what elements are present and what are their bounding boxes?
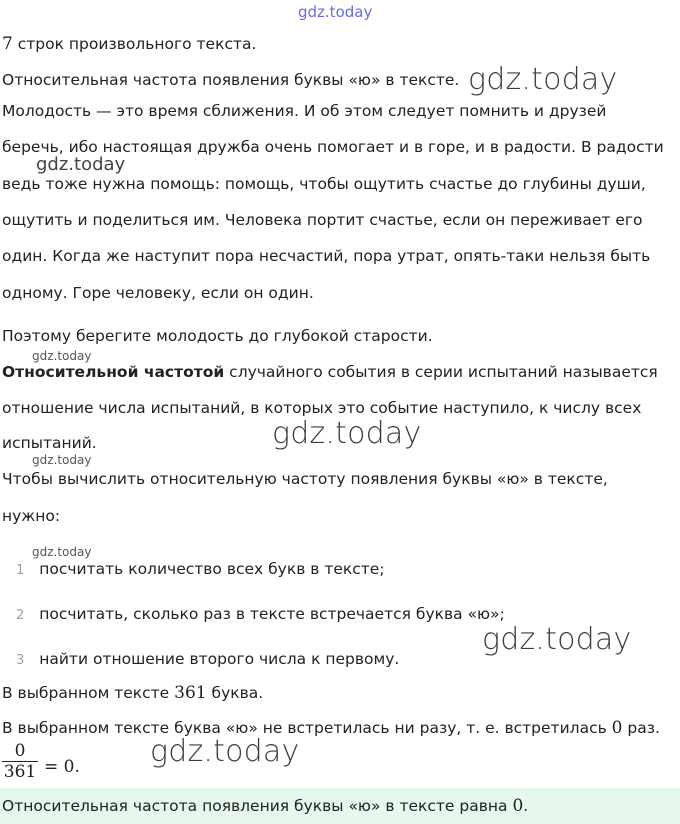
fraction-numerator: 0 bbox=[14, 741, 26, 761]
step-text: найти отношение второго числа к первому. bbox=[39, 650, 400, 668]
step-number: 1 bbox=[16, 563, 25, 578]
watermark-big-1: gdz.today bbox=[468, 62, 618, 97]
step-1 bbox=[16, 559, 385, 581]
result-value: 0 bbox=[512, 796, 524, 816]
result-text: Относительная частота появления буквы «ю» в тексте равна bbox=[2, 797, 513, 815]
definition-term: Относительной частотой bbox=[2, 363, 225, 381]
occurrence-line bbox=[2, 718, 660, 738]
count-value: 361 bbox=[174, 683, 207, 703]
method-line-2: нужно: bbox=[2, 507, 61, 525]
watermark-big-3: gdz.today bbox=[482, 622, 632, 657]
count-after: буква. bbox=[206, 684, 264, 702]
step-number: 3 bbox=[16, 653, 25, 668]
watermark-small-1: gdz.today bbox=[32, 349, 92, 363]
definition-rest: случайного события в серии испытаний называется bbox=[224, 363, 658, 381]
intro-text: строк произвольного текста. bbox=[12, 35, 257, 53]
fraction bbox=[2, 742, 38, 781]
letter-count-line bbox=[2, 683, 263, 703]
fraction-denominator: 361 bbox=[3, 762, 37, 782]
result-line bbox=[2, 796, 528, 816]
watermark-big-4: gdz.today bbox=[150, 734, 300, 769]
step-text: посчитать количество всех букв в тексте; bbox=[39, 560, 385, 578]
watermark-big-2: gdz.today bbox=[272, 416, 422, 451]
occur-value: 0 bbox=[611, 718, 623, 738]
watermark-top: gdz.today bbox=[298, 3, 373, 21]
passage-line-3: ведь тоже нужна помощь: помощь, чтобы ощутить счастье до глубины души, bbox=[2, 175, 646, 193]
definition-line-1 bbox=[2, 362, 658, 382]
watermark-small-3: gdz.today bbox=[32, 545, 92, 559]
occur-after: раз. bbox=[622, 719, 660, 737]
watermark-medium-1: gdz.today bbox=[36, 154, 126, 175]
passage-line-6: одному. Горе человеку, если он один. bbox=[2, 284, 314, 302]
definition-line-3: испытаний. bbox=[2, 434, 97, 452]
passage-line-1: Молодость — это время сближения. И об этом следует помнить и друзей bbox=[2, 102, 607, 120]
definition-line-2: отношение числа испытаний, в которых это событие наступило, к числу всех bbox=[2, 399, 642, 417]
intro-number: 7 bbox=[2, 34, 13, 54]
watermark-small-2: gdz.today bbox=[32, 453, 92, 467]
occur-before: В выбранном тексте буква «ю» не встретилась ни разу, т. е. встретилась bbox=[2, 719, 612, 737]
step-3 bbox=[16, 649, 399, 671]
passage-last-line: Поэтому берегите молодость до глубокой старости. bbox=[2, 327, 433, 345]
passage-line-2: беречь, ибо настоящая дружба очень помогает и в горе, и в радости. В радости bbox=[2, 138, 664, 156]
method-line-1: Чтобы вычислить относительную частоту появления буквы «ю» в тексте, bbox=[2, 470, 608, 488]
count-before: В выбранном тексте bbox=[2, 684, 175, 702]
fraction-result: = 0. bbox=[44, 757, 80, 777]
step-text: посчитать, сколько раз в тексте встречается буква «ю»; bbox=[39, 605, 505, 623]
passage-line-4: ощутить и поделиться им. Человека портит счастье, если он переживает его bbox=[2, 211, 643, 229]
intro-line bbox=[2, 34, 256, 54]
frequency-heading: Относительная частота появления буквы «ю» в тексте. bbox=[2, 71, 460, 89]
step-number: 2 bbox=[16, 608, 25, 623]
passage-line-5: один. Когда же наступит пора несчастий, пора утрат, опять-таки нельзя быть bbox=[2, 247, 651, 265]
result-end: . bbox=[523, 797, 529, 815]
step-2 bbox=[16, 604, 505, 626]
